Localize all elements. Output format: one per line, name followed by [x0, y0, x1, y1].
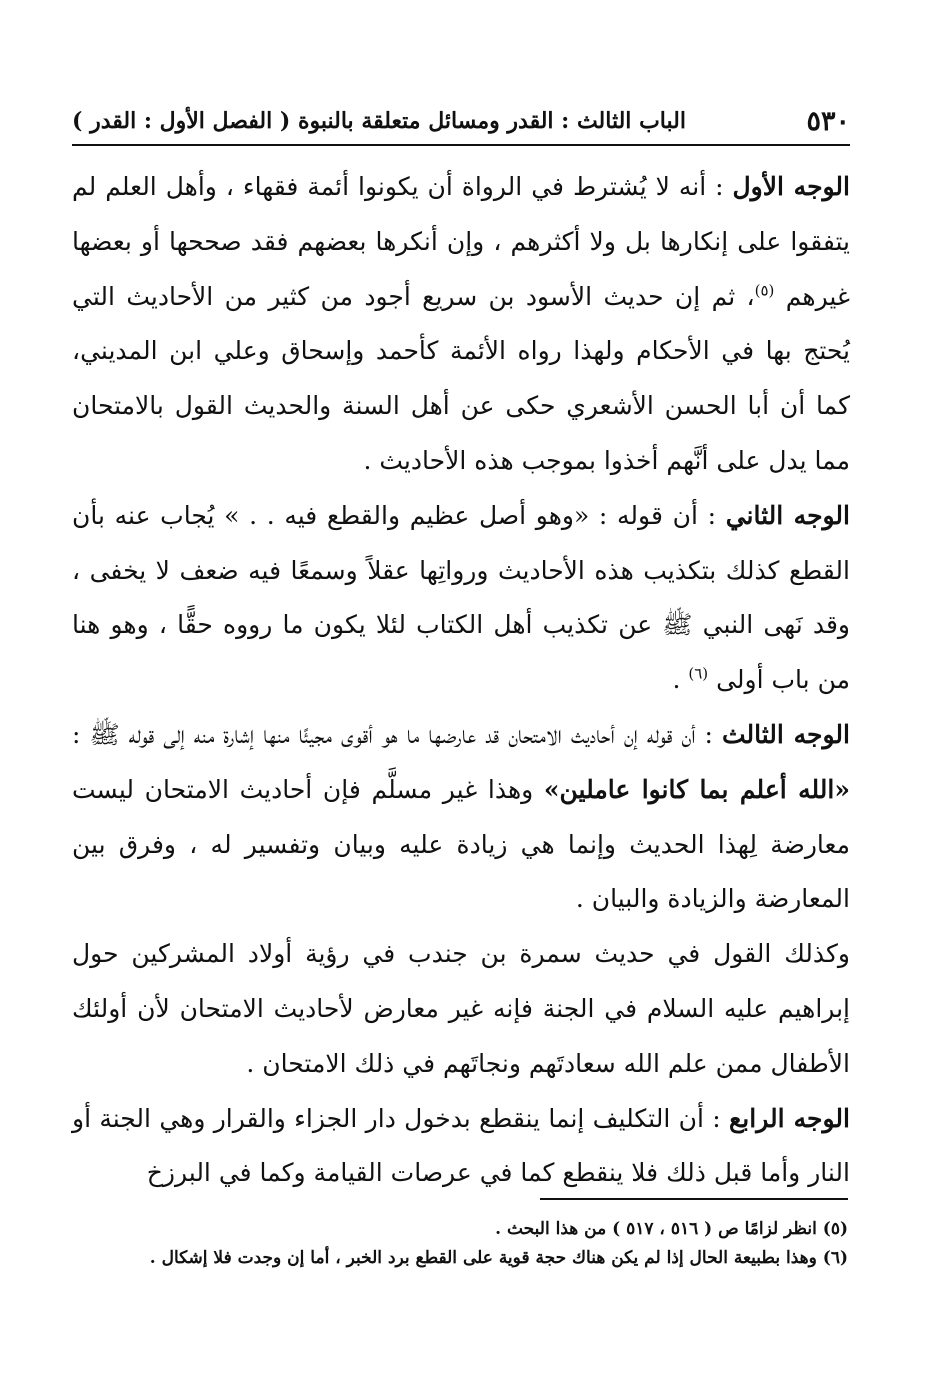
- paragraph-heading: الوجه الأول: [732, 172, 850, 201]
- footnotes: [72, 1215, 848, 1273]
- main-text: [72, 160, 850, 1201]
- paragraph-text: : أن قوله : «وهو أصل عظيم والقطع فيه . . » يُجاب عنه بأن القطع كذلك بتكذيب هذه الأحاديث ورواتِها عقلاً وسمعًا فيه ضعف لا يخفى ، وقد نَهى النبي ﷺ عن تكذيب أهل الكتاب لئلا يكون ما رووه حقًّا ، وهو هنا من باب أولى: [72, 500, 850, 695]
- paragraph-5: [72, 1092, 850, 1202]
- footnote-divider: [540, 1198, 848, 1200]
- paragraph-heading: الوجه الثاني: [725, 500, 850, 530]
- paragraph-text: وكذلك القول في حديث سمرة بن جندب في رؤية أولاد المشركين حول إبراهيم عليه السلام في الجنة فإنه غير معارض لأحاديث الامتحان لأن أولئك الأطفال ممن علم الله سعادتَهم ونجاتَهم في ذلك الامتحان .: [72, 939, 850, 1078]
- hadith-quote: «الله أعلم بما كانوا عاملين»: [543, 774, 850, 804]
- footnote-marker: (٦): [688, 664, 709, 683]
- footnote-6: (٦) وهذا بطبيعة الحال إذا لم يكن هناك حجة قوية على القطع برد الخبر ، أما إن وجدت فلا إشكال .: [149, 1248, 848, 1268]
- paragraph-2: [72, 489, 850, 708]
- paragraph-heading: الوجه الرابع: [729, 1103, 850, 1133]
- paragraph-text: .: [672, 665, 689, 695]
- paragraph-1: [72, 160, 850, 489]
- footnote-marker: (٥): [754, 281, 775, 300]
- running-title: الباب الثالث : القدر ومسائل متعلقة بالنبوة ( الفصل الأول : القدر ): [72, 108, 686, 134]
- paragraph-text: : أن التكليف إنما ينقطع بدخول دار الجزاء والقرار وهي الجنة أو النار وأما قبل ذلك فلا ينقطع كما في عرصات القيامة وكما في البرزخ: [72, 1103, 850, 1188]
- paragraph-3: [72, 708, 850, 927]
- paragraph-4: [72, 927, 850, 1091]
- paragraph-text: : أنه لا يُشترط في الرواة أن يكونوا أئمة فقهاء ، وأهل العلم لم يتفقوا على إنكارها بل ولا أكثرهم ، وإن أنكرها بعضهم فقد صححها أو بعضها غيرهم: [72, 172, 850, 311]
- paragraph-text: : أن قوله إن أحاديث الامتحان قد عارضها ما هو أقوى مجيئًا منها إشارة منه إلى قوله ﷺ :: [72, 719, 722, 749]
- page-header: [72, 98, 850, 146]
- paragraph-text: ، ثم إن حديث الأسود بن سريع أجود من كثير من الأحاديث التي يُحتج بها في الأحكام ولهذا رواه الأئمة كأحمد وإسحاق وعلي ابن المديني، كما أن أبا الحسن الأشعري حكى عن أهل السنة والحديث القول بالامتحان مما يدل على أنَّهم أخذوا بموجب هذه الأحاديث .: [72, 281, 850, 475]
- paragraph-heading: الوجه الثالث: [721, 719, 850, 749]
- page-number: ٥٣٠: [806, 106, 850, 137]
- footnote-5: (٥) انظر لزامًا ص ( ٥١٦ ، ٥١٧ ) من هذا البحث .: [495, 1219, 848, 1239]
- paragraph-text: وهذا غير مسلَّم فإن أحاديث الامتحان ليست معارضة لِهذا الحديث وإنما هي زيادة عليه وبيان وتفسير له ، وفرق بين المعارضة والزيادة والبيان .: [72, 774, 850, 914]
